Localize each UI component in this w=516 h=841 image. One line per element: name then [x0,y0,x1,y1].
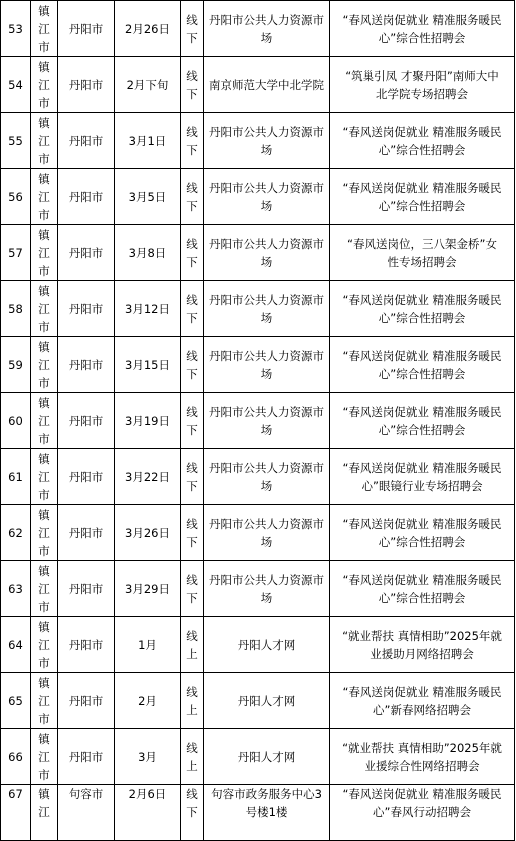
mode-cell [181,785,204,841]
event-name-cell [330,225,515,281]
table-row [1,281,515,337]
event-name-text: “春风送岗促就业 精准服务暖民心”综合性招聘会 [342,572,502,605]
table-body [1,1,515,841]
city-cell [31,729,58,785]
county-cell: 丹阳市 [58,617,115,673]
venue-text: 南京师范大学中北学院 [209,77,324,92]
county-cell: 丹阳市 [58,57,115,113]
event-name-text: “春风送岗促就业 精准服务暖民心”综合性招聘会 [342,124,502,157]
venue-text: 丹阳市公共人力资源市场 [209,516,324,549]
venue-text: 丹阳市公共人力资源市场 [209,292,324,325]
mode-cell [181,57,204,113]
mode-cell [181,561,204,617]
city-text: 镇江市 [38,563,50,614]
table-row [1,113,515,169]
venue-text: 丹阳市公共人力资源市场 [209,180,324,213]
event-name-text: “春风送岗促就业 精准服务暖民心”综合性招聘会 [342,292,502,325]
venue-cell [204,57,330,113]
venue-text: 丹阳市公共人力资源市场 [209,12,324,45]
venue-cell [204,169,330,225]
city-cell [31,785,58,841]
table-row [1,57,515,113]
table-row [1,169,515,225]
county-cell: 丹阳市 [58,673,115,729]
county-cell: 丹阳市 [58,281,115,337]
event-name-cell [330,281,515,337]
event-name-text: “春风送岗位，三八架金桥”女性专场招聘会 [347,236,497,269]
event-name-text: “就业帮扶 真情相助”2025年就业援助月网络招聘会 [342,628,502,661]
county-cell: 丹阳市 [58,449,115,505]
city-cell [31,449,58,505]
venue-cell [204,673,330,729]
county-cell: 丹阳市 [58,505,115,561]
table-row [1,617,515,673]
city-text: 镇江市 [38,395,50,446]
date-text: 3月 [138,749,157,764]
row-number-cell: 62 [1,505,31,561]
venue-text: 丹阳市公共人力资源市场 [209,572,324,605]
date-cell [115,561,181,617]
city-text: 镇江市 [38,451,50,502]
event-name-text: “春风送岗促就业 精准服务暖民心”新春网络招聘会 [342,684,502,717]
venue-cell [204,337,330,393]
date-cell [115,505,181,561]
date-cell [115,113,181,169]
mode-cell [181,617,204,673]
venue-cell [204,617,330,673]
date-cell [115,393,181,449]
event-name-cell [330,449,515,505]
row-number-cell: 61 [1,449,31,505]
mode-text: 线下 [186,12,198,45]
city-text: 镇江市 [38,59,50,110]
date-text: 3月5日 [128,189,167,204]
table-row [1,449,515,505]
row-number-cell: 65 [1,673,31,729]
event-name-cell [330,337,515,393]
date-text: 1月 [138,637,157,652]
date-text: 2月6日 [128,787,167,801]
city-cell [31,57,58,113]
city-cell [31,393,58,449]
mode-cell [181,169,204,225]
city-text: 镇江市 [38,675,50,726]
date-cell [115,729,181,785]
date-cell [115,673,181,729]
city-text: 镇江市 [38,339,50,390]
event-name-cell [330,673,515,729]
mode-text: 线下 [186,348,198,381]
venue-text: 句容市政务服务中心3号楼1楼 [211,787,322,819]
row-number-cell: 58 [1,281,31,337]
venue-cell [204,281,330,337]
mode-text: 线下 [186,68,198,101]
event-name-cell [330,1,515,57]
event-name-text: “筑巢引凤 才聚丹阳”南师大中北学院专场招聘会 [345,68,499,101]
city-text: 镇江市 [38,507,50,558]
county-cell: 丹阳市 [58,1,115,57]
venue-text: 丹阳人才网 [237,749,296,764]
mode-cell [181,673,204,729]
city-cell [31,337,58,393]
county-cell: 丹阳市 [58,225,115,281]
county-cell: 丹阳市 [58,113,115,169]
mode-text: 线下 [186,460,198,493]
city-text: 镇江市 [38,171,50,222]
mode-text: 线下 [186,124,198,157]
city-cell [31,225,58,281]
mode-cell [181,281,204,337]
date-cell [115,57,181,113]
mode-cell [181,393,204,449]
date-cell [115,449,181,505]
date-text: 3月15日 [125,357,170,372]
row-number-cell: 60 [1,393,31,449]
venue-cell [204,561,330,617]
county-cell: 句容市 [58,785,115,841]
event-name-text: “春风送岗促就业 精准服务暖民心”春风行动招聘会 [342,787,502,819]
table-row [1,1,515,57]
event-name-cell [330,617,515,673]
date-cell [115,785,181,841]
row-number-cell: 67 [1,785,31,841]
event-name-cell [330,561,515,617]
venue-cell [204,729,330,785]
venue-cell [204,1,330,57]
city-cell [31,617,58,673]
venue-text: 丹阳人才网 [237,693,296,708]
city-text: 镇江市 [38,619,50,670]
venue-cell [204,393,330,449]
county-cell: 丹阳市 [58,337,115,393]
mode-text: 线下 [186,292,198,325]
city-cell [31,281,58,337]
mode-text: 线下 [186,572,198,605]
row-number-cell: 64 [1,617,31,673]
venue-text: 丹阳市公共人力资源市场 [209,348,324,381]
table-row [1,505,515,561]
mode-text: 线上 [186,740,198,773]
city-text: 镇江市 [38,3,50,54]
table-row [1,337,515,393]
venue-cell [204,113,330,169]
venue-text: 丹阳市公共人力资源市场 [209,124,324,157]
city-cell [31,169,58,225]
event-name-text: “就业帮扶 真情相助”2025年就业援综合性网络招聘会 [342,740,502,773]
venue-text: 丹阳人才网 [237,637,296,652]
date-text: 2月 [138,693,157,708]
city-text: 镇江市 [38,283,50,334]
city-text: 镇江 [38,787,50,819]
city-cell [31,673,58,729]
row-number-cell: 54 [1,57,31,113]
event-name-text: “春风送岗促就业 精准服务暖民心”综合性招聘会 [342,516,502,549]
row-number-cell: 59 [1,337,31,393]
venue-text: 丹阳市公共人力资源市场 [209,404,324,437]
city-cell [31,1,58,57]
mode-cell [181,505,204,561]
date-text: 2月下旬 [126,77,169,92]
county-cell: 丹阳市 [58,393,115,449]
date-text: 3月8日 [128,245,167,260]
event-name-text: “春风送岗促就业 精准服务暖民心”综合性招聘会 [342,180,502,213]
date-cell [115,169,181,225]
venue-cell [204,505,330,561]
row-number-cell: 57 [1,225,31,281]
mode-text: 线下 [186,787,198,819]
date-text: 3月26日 [125,525,170,540]
event-name-text: “春风送岗促就业 精准服务暖民心”眼镜行业专场招聘会 [342,460,502,493]
county-cell: 丹阳市 [58,561,115,617]
city-cell [31,561,58,617]
event-name-text: “春风送岗促就业 精准服务暖民心”综合性招聘会 [342,12,502,45]
event-name-cell [330,505,515,561]
date-cell [115,617,181,673]
city-text: 镇江市 [38,227,50,278]
event-name-text: “春风送岗促就业 精准服务暖民心”综合性招聘会 [342,404,502,437]
date-text: 3月22日 [125,469,170,484]
event-name-cell [330,393,515,449]
mode-cell [181,729,204,785]
county-cell: 丹阳市 [58,729,115,785]
table-row [1,673,515,729]
event-name-cell [330,785,515,841]
mode-text: 线上 [186,628,198,661]
date-cell [115,337,181,393]
date-text: 3月19日 [125,413,170,428]
row-number-cell: 53 [1,1,31,57]
venue-text: 丹阳市公共人力资源市场 [209,236,324,269]
table-row [1,561,515,617]
mode-text: 线下 [186,516,198,549]
venue-cell [204,785,330,841]
event-name-cell [330,57,515,113]
venue-text: 丹阳市公共人力资源市场 [209,460,324,493]
mode-text: 线下 [186,180,198,213]
date-text: 3月1日 [128,133,167,148]
table-row [1,785,515,841]
mode-cell [181,225,204,281]
county-cell: 丹阳市 [58,169,115,225]
city-text: 镇江市 [38,115,50,166]
mode-text: 线下 [186,236,198,269]
row-number-cell: 66 [1,729,31,785]
mode-cell [181,449,204,505]
table-row [1,225,515,281]
event-name-cell [330,113,515,169]
date-text: 2月26日 [125,21,170,36]
event-name-cell [330,169,515,225]
table-row [1,393,515,449]
date-cell [115,225,181,281]
row-number-cell: 63 [1,561,31,617]
date-cell [115,281,181,337]
table-row [1,729,515,785]
city-cell [31,113,58,169]
city-cell [31,505,58,561]
mode-cell [181,337,204,393]
city-text: 镇江市 [38,731,50,782]
row-number-cell: 56 [1,169,31,225]
event-name-cell [330,729,515,785]
event-name-text: “春风送岗促就业 精准服务暖民心”综合性招聘会 [342,348,502,381]
mode-text: 线下 [186,404,198,437]
venue-cell [204,225,330,281]
venue-cell [204,449,330,505]
mode-cell [181,1,204,57]
date-cell [115,1,181,57]
date-text: 3月12日 [125,301,170,316]
date-text: 3月29日 [125,581,170,596]
mode-text: 线上 [186,684,198,717]
mode-cell [181,113,204,169]
row-number-cell: 55 [1,113,31,169]
